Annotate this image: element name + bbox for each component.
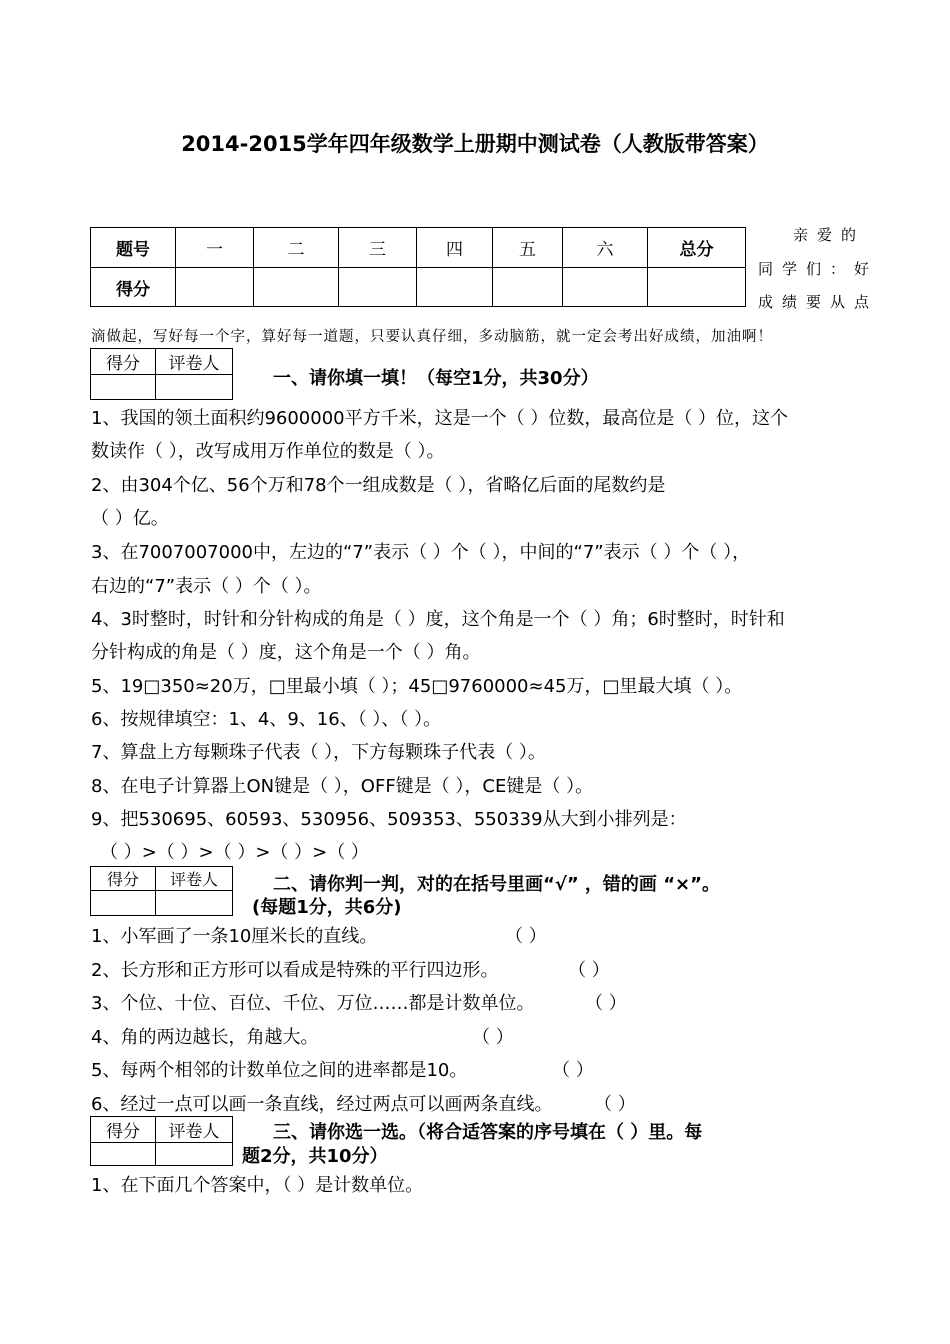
judge-bracket[interactable]: （ ） <box>594 1094 636 1115</box>
grader-box <box>90 866 233 916</box>
grader-score-cell[interactable] <box>91 1143 156 1166</box>
judge-item-text: 6、经过一点可以画一条直线，经过两点可以画两条直线。 <box>91 1094 553 1115</box>
grader-reviewer-cell[interactable] <box>156 891 233 916</box>
grader-reviewer-cell[interactable] <box>156 1143 233 1166</box>
section3-heading: 三、请你选一选。（将合适答案的序号填在（ ）里。每 <box>273 1122 703 1143</box>
question-line: 5、19□350≈20万，□里最小填（ ）；45□9760000≈45万，□里最大填（ ）。 <box>91 676 743 697</box>
score-cell[interactable] <box>417 268 493 307</box>
section1-heading: 一、请你填一填！（每空1分，共30分） <box>273 368 599 389</box>
judge-bracket[interactable]: （ ） <box>505 926 547 947</box>
score-table-header: 四 <box>417 228 493 268</box>
grader-reviewer-label: 评卷人 <box>156 867 233 891</box>
grader-score-label: 得分 <box>91 349 156 375</box>
question-line: 数读作（ ），改写成用万作单位的数是（ ）。 <box>91 441 445 462</box>
question-line: 6、按规律填空：1、4、9、16、（ ）、（ ）。 <box>91 709 442 730</box>
judge-bracket[interactable]: （ ） <box>568 960 610 981</box>
question-line: 分针构成的角是（ ）度，这个角是一个（ ）角。 <box>91 642 481 663</box>
greeting-side-line: 成绩要从点 <box>758 293 879 311</box>
question-line: 2、由304个亿、56个万和78个一组成数是（ ），省略亿后面的尾数约是 <box>91 475 666 496</box>
score-table-header: 二 <box>254 228 339 268</box>
score-cell[interactable] <box>339 268 417 307</box>
page-title: 2014-2015学年四年级数学上册期中测试卷（人教版带答案） <box>181 132 769 156</box>
score-table-header: 题号 <box>91 228 176 268</box>
question-line: 8、在电子计算器上ON键是（ ），OFF键是（ ），CE键是（ ）。 <box>91 776 594 797</box>
judge-item-text: 2、长方形和正方形可以看成是特殊的平行四边形。 <box>91 960 499 981</box>
grader-reviewer-cell[interactable] <box>156 375 233 400</box>
question-line: 3、在7007007000中，左边的“7”表示（ ）个（ ），中间的“7”表示（ ）个（ ）， <box>91 542 751 563</box>
score-cell[interactable] <box>254 268 339 307</box>
score-table-header: 三 <box>339 228 417 268</box>
question-line: （ ）>（ ）>（ ）>（ ）>（ ） <box>100 842 369 863</box>
section2-subheading: (每题1分，共6分) <box>252 897 402 918</box>
judge-item-text: 4、角的两边越长，角越大。 <box>91 1027 319 1048</box>
question-line: 7、算盘上方每颗珠子代表（ ），下方每颗珠子代表（ ）。 <box>91 742 546 763</box>
grader-score-label: 得分 <box>91 1117 156 1143</box>
score-cell[interactable] <box>563 268 648 307</box>
judge-item-text: 5、每两个相邻的计数单位之间的进率都是10。 <box>91 1060 468 1081</box>
score-table-header: 一 <box>176 228 254 268</box>
judge-item-text: 1、小军画了一条10厘米长的直线。 <box>91 926 378 947</box>
score-table-header: 五 <box>493 228 563 268</box>
score-table-header: 总分 <box>648 228 746 268</box>
section3-subheading: 题2分，共10分） <box>242 1146 388 1167</box>
grader-reviewer-label: 评卷人 <box>156 1117 233 1143</box>
greeting-line: 滴做起，写好每一个字，算好每一道题，只要认真仔细，多动脑筋，就一定会考出好成绩，加油啊！ <box>91 329 773 345</box>
score-table <box>90 227 746 307</box>
grader-box <box>90 1116 233 1166</box>
greeting-side-line: 同学们：好 <box>758 260 879 278</box>
grader-score-cell[interactable] <box>91 375 156 400</box>
question-line: 9、把530695、60593、530956、509353、550339从大到小排列是： <box>91 809 687 830</box>
judge-bracket[interactable]: （ ） <box>472 1027 514 1048</box>
grader-reviewer-label: 评卷人 <box>156 349 233 375</box>
question-line: 1、我国的领土面积约9600000平方千米，这是一个（ ）位数，最高位是（ ）位，这个 <box>91 408 789 429</box>
score-table-header: 六 <box>563 228 648 268</box>
score-cell[interactable] <box>493 268 563 307</box>
score-cell[interactable] <box>648 268 746 307</box>
greeting-side-line: 亲爱的 <box>793 226 866 244</box>
question-line: （ ）亿。 <box>91 508 169 529</box>
question-line: 4、3时整时，时针和分针构成的角是（ ）度，这个角是一个（ ）角；6时整时，时针和 <box>91 609 785 630</box>
judge-item-text: 3、个位、十位、百位、千位、万位……都是计数单位。 <box>91 993 535 1014</box>
section2-heading: 二、请你判一判，对的在括号里画“√” ，错的画 “×”。 <box>273 874 720 895</box>
grader-box <box>90 348 233 400</box>
grader-score-label: 得分 <box>91 867 156 891</box>
grader-score-cell[interactable] <box>91 891 156 916</box>
judge-bracket[interactable]: （ ） <box>552 1060 594 1081</box>
score-row-label: 得分 <box>91 268 176 307</box>
score-cell[interactable] <box>176 268 254 307</box>
question-line: 1、在下面几个答案中，（ ）是计数单位。 <box>91 1175 424 1196</box>
judge-bracket[interactable]: （ ） <box>585 993 627 1014</box>
question-line: 右边的“7”表示（ ）个（ ）。 <box>91 576 322 597</box>
